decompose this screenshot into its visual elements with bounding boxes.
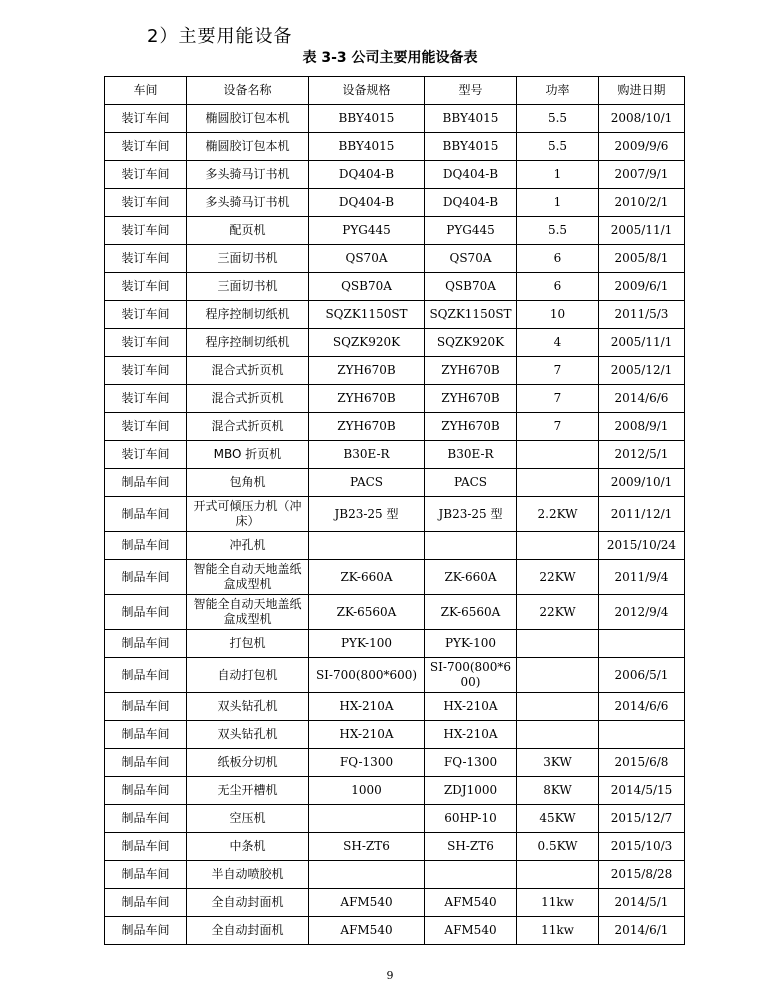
cell-power: 1 [517,189,599,217]
cell-power: 7 [517,413,599,441]
cell-workshop: 制品车间 [105,777,187,805]
cell-purchase-date: 2015/12/7 [599,805,685,833]
cell-workshop: 制品车间 [105,889,187,917]
cell-equipment-name: 三面切书机 [187,273,309,301]
header-power: 功率 [517,77,599,105]
cell-power: 2.2KW [517,497,599,532]
table-row [105,357,685,385]
cell-power [517,658,599,693]
cell-specification: 1000 [309,777,425,805]
table-row [105,532,685,560]
cell-purchase-date: 2014/5/15 [599,777,685,805]
table-row [105,749,685,777]
cell-power [517,469,599,497]
cell-specification: HX-210A [309,721,425,749]
cell-workshop: 装订车间 [105,245,187,273]
table-row [105,889,685,917]
cell-workshop: 装订车间 [105,105,187,133]
cell-workshop: 装订车间 [105,385,187,413]
cell-model: PYG445 [425,217,517,245]
cell-workshop: 装订车间 [105,189,187,217]
cell-equipment-name: MBO 折页机 [187,441,309,469]
cell-workshop: 制品车间 [105,749,187,777]
cell-workshop: 装订车间 [105,357,187,385]
cell-workshop: 装订车间 [105,413,187,441]
table-row [105,693,685,721]
table-row [105,273,685,301]
table-row [105,630,685,658]
cell-specification: B30E-R [309,441,425,469]
cell-equipment-name: 无尘开槽机 [187,777,309,805]
cell-purchase-date: 2008/9/1 [599,413,685,441]
cell-purchase-date: 2015/10/24 [599,532,685,560]
cell-model: 60HP-10 [425,805,517,833]
cell-equipment-name: 程序控制切纸机 [187,329,309,357]
cell-power: 45KW [517,805,599,833]
cell-power: 0.5KW [517,833,599,861]
cell-model: QSB70A [425,273,517,301]
cell-model: ZYH670B [425,385,517,413]
cell-equipment-name: 椭圆胶订包本机 [187,105,309,133]
table-row [105,413,685,441]
cell-model: BBY4015 [425,105,517,133]
cell-specification: ZYH670B [309,413,425,441]
table-row [105,777,685,805]
cell-specification: SI-700(800*600) [309,658,425,693]
cell-power: 8KW [517,777,599,805]
cell-power: 5.5 [517,105,599,133]
cell-workshop: 装订车间 [105,273,187,301]
cell-power: 4 [517,329,599,357]
cell-purchase-date: 2005/11/1 [599,329,685,357]
cell-purchase-date: 2008/10/1 [599,105,685,133]
cell-workshop: 制品车间 [105,595,187,630]
cell-specification: QS70A [309,245,425,273]
cell-equipment-name: 冲孔机 [187,532,309,560]
table-row [105,497,685,532]
cell-specification: BBY4015 [309,133,425,161]
cell-equipment-name: 空压机 [187,805,309,833]
table-row [105,217,685,245]
cell-model: ZK-660A [425,560,517,595]
cell-model: ZYH670B [425,413,517,441]
cell-equipment-name: 椭圆胶订包本机 [187,133,309,161]
header-specification: 设备规格 [309,77,425,105]
table-row [105,833,685,861]
cell-purchase-date: 2009/6/1 [599,273,685,301]
cell-power: 11kw [517,917,599,945]
cell-equipment-name: 双头钻孔机 [187,721,309,749]
cell-model: B30E-R [425,441,517,469]
cell-specification: ZK-6560A [309,595,425,630]
cell-specification: QSB70A [309,273,425,301]
cell-workshop: 制品车间 [105,721,187,749]
cell-power: 6 [517,245,599,273]
cell-model [425,861,517,889]
cell-specification: FQ-1300 [309,749,425,777]
cell-power [517,630,599,658]
cell-equipment-name: 全自动封面机 [187,917,309,945]
cell-purchase-date: 2011/5/3 [599,301,685,329]
cell-workshop: 制品车间 [105,469,187,497]
header-purchase-date: 购进日期 [599,77,685,105]
cell-workshop: 制品车间 [105,497,187,532]
cell-power: 22KW [517,595,599,630]
cell-specification: AFM540 [309,917,425,945]
cell-workshop: 制品车间 [105,861,187,889]
table-row [105,917,685,945]
cell-model: HX-210A [425,721,517,749]
cell-specification: ZYH670B [309,385,425,413]
table-row [105,441,685,469]
page-number: 9 [386,969,394,982]
cell-equipment-name: 三面切书机 [187,245,309,273]
cell-model: BBY4015 [425,133,517,161]
cell-purchase-date: 2015/6/8 [599,749,685,777]
cell-purchase-date: 2006/5/1 [599,658,685,693]
cell-specification: PYG445 [309,217,425,245]
table-row [105,245,685,273]
cell-model: AFM540 [425,889,517,917]
cell-model: QS70A [425,245,517,273]
table-row [105,595,685,630]
cell-equipment-name: 纸板分切机 [187,749,309,777]
cell-equipment-name: 半自动喷胶机 [187,861,309,889]
table-row [105,560,685,595]
cell-equipment-name: 混合式折页机 [187,413,309,441]
cell-specification: SQZK920K [309,329,425,357]
cell-model: JB23-25 型 [425,497,517,532]
header-equipment-name: 设备名称 [187,77,309,105]
cell-workshop: 制品车间 [105,532,187,560]
cell-purchase-date [599,721,685,749]
cell-purchase-date: 2011/12/1 [599,497,685,532]
cell-power: 5.5 [517,133,599,161]
cell-workshop: 制品车间 [105,805,187,833]
table-row [105,329,685,357]
cell-specification: SQZK1150ST [309,301,425,329]
cell-model: SI-700(800*600) [425,658,517,693]
cell-specification: PACS [309,469,425,497]
table-row [105,301,685,329]
table-row [105,721,685,749]
cell-power: 7 [517,385,599,413]
cell-power: 6 [517,273,599,301]
cell-workshop: 装订车间 [105,161,187,189]
cell-specification: JB23-25 型 [309,497,425,532]
equipment-table [104,76,685,945]
cell-power: 7 [517,357,599,385]
cell-power [517,721,599,749]
cell-equipment-name: 中条机 [187,833,309,861]
table-row [105,105,685,133]
section-heading: 2）主要用能设备 [147,26,293,47]
cell-equipment-name: 打包机 [187,630,309,658]
cell-equipment-name: 多头骑马订书机 [187,161,309,189]
cell-purchase-date: 2005/8/1 [599,245,685,273]
cell-purchase-date: 2012/9/4 [599,595,685,630]
header-model: 型号 [425,77,517,105]
table-row [105,189,685,217]
cell-power: 22KW [517,560,599,595]
table-header-row [105,77,685,105]
cell-purchase-date: 2010/2/1 [599,189,685,217]
cell-workshop: 制品车间 [105,560,187,595]
cell-purchase-date: 2014/6/6 [599,385,685,413]
cell-specification: DQ404-B [309,189,425,217]
table-row [105,658,685,693]
cell-purchase-date [599,630,685,658]
cell-equipment-name: 智能全自动天地盖纸盒成型机 [187,560,309,595]
cell-model: ZDJ1000 [425,777,517,805]
cell-model: SQZK920K [425,329,517,357]
cell-model: PYK-100 [425,630,517,658]
cell-workshop: 制品车间 [105,833,187,861]
cell-power [517,532,599,560]
cell-specification: DQ404-B [309,161,425,189]
cell-model: FQ-1300 [425,749,517,777]
cell-power: 10 [517,301,599,329]
cell-equipment-name: 自动打包机 [187,658,309,693]
cell-model [425,532,517,560]
cell-workshop: 制品车间 [105,917,187,945]
cell-specification: SH-ZT6 [309,833,425,861]
cell-specification: HX-210A [309,693,425,721]
cell-equipment-name: 智能全自动天地盖纸盒成型机 [187,595,309,630]
cell-model: ZK-6560A [425,595,517,630]
cell-model: PACS [425,469,517,497]
table-row [105,161,685,189]
table-row [105,469,685,497]
cell-purchase-date: 2014/6/1 [599,917,685,945]
cell-workshop: 装订车间 [105,133,187,161]
cell-purchase-date: 2014/5/1 [599,889,685,917]
cell-specification: BBY4015 [309,105,425,133]
cell-purchase-date: 2009/9/6 [599,133,685,161]
cell-purchase-date: 2011/9/4 [599,560,685,595]
table-caption: 表 3-3 公司主要用能设备表 [302,50,478,66]
cell-model: SQZK1150ST [425,301,517,329]
table-row [105,385,685,413]
cell-equipment-name: 全自动封面机 [187,889,309,917]
cell-workshop: 装订车间 [105,217,187,245]
cell-equipment-name: 开式可倾压力机（冲床） [187,497,309,532]
cell-specification [309,805,425,833]
cell-purchase-date: 2015/8/28 [599,861,685,889]
table-row [105,861,685,889]
cell-power [517,441,599,469]
cell-workshop: 制品车间 [105,693,187,721]
cell-specification: ZYH670B [309,357,425,385]
cell-model: DQ404-B [425,161,517,189]
cell-power: 11kw [517,889,599,917]
cell-model: AFM540 [425,917,517,945]
cell-power: 5.5 [517,217,599,245]
cell-purchase-date: 2015/10/3 [599,833,685,861]
cell-equipment-name: 程序控制切纸机 [187,301,309,329]
cell-workshop: 装订车间 [105,329,187,357]
cell-equipment-name: 混合式折页机 [187,357,309,385]
cell-equipment-name: 双头钻孔机 [187,693,309,721]
cell-equipment-name: 多头骑马订书机 [187,189,309,217]
cell-power: 3KW [517,749,599,777]
cell-purchase-date: 2005/12/1 [599,357,685,385]
cell-purchase-date: 2009/10/1 [599,469,685,497]
cell-model: HX-210A [425,693,517,721]
cell-power [517,693,599,721]
cell-workshop: 装订车间 [105,301,187,329]
cell-purchase-date: 2007/9/1 [599,161,685,189]
cell-power: 1 [517,161,599,189]
cell-specification: ZK-660A [309,560,425,595]
cell-equipment-name: 配页机 [187,217,309,245]
cell-purchase-date: 2005/11/1 [599,217,685,245]
cell-model: DQ404-B [425,189,517,217]
cell-workshop: 制品车间 [105,630,187,658]
cell-power [517,861,599,889]
cell-workshop: 制品车间 [105,658,187,693]
cell-specification [309,861,425,889]
header-workshop: 车间 [105,77,187,105]
cell-model: ZYH670B [425,357,517,385]
table-row [105,133,685,161]
cell-specification: AFM540 [309,889,425,917]
cell-specification: PYK-100 [309,630,425,658]
cell-model: SH-ZT6 [425,833,517,861]
cell-equipment-name: 混合式折页机 [187,385,309,413]
cell-workshop: 装订车间 [105,441,187,469]
cell-purchase-date: 2012/5/1 [599,441,685,469]
table-row [105,805,685,833]
cell-specification [309,532,425,560]
cell-purchase-date: 2014/6/6 [599,693,685,721]
table-body [105,105,685,945]
cell-equipment-name: 包角机 [187,469,309,497]
